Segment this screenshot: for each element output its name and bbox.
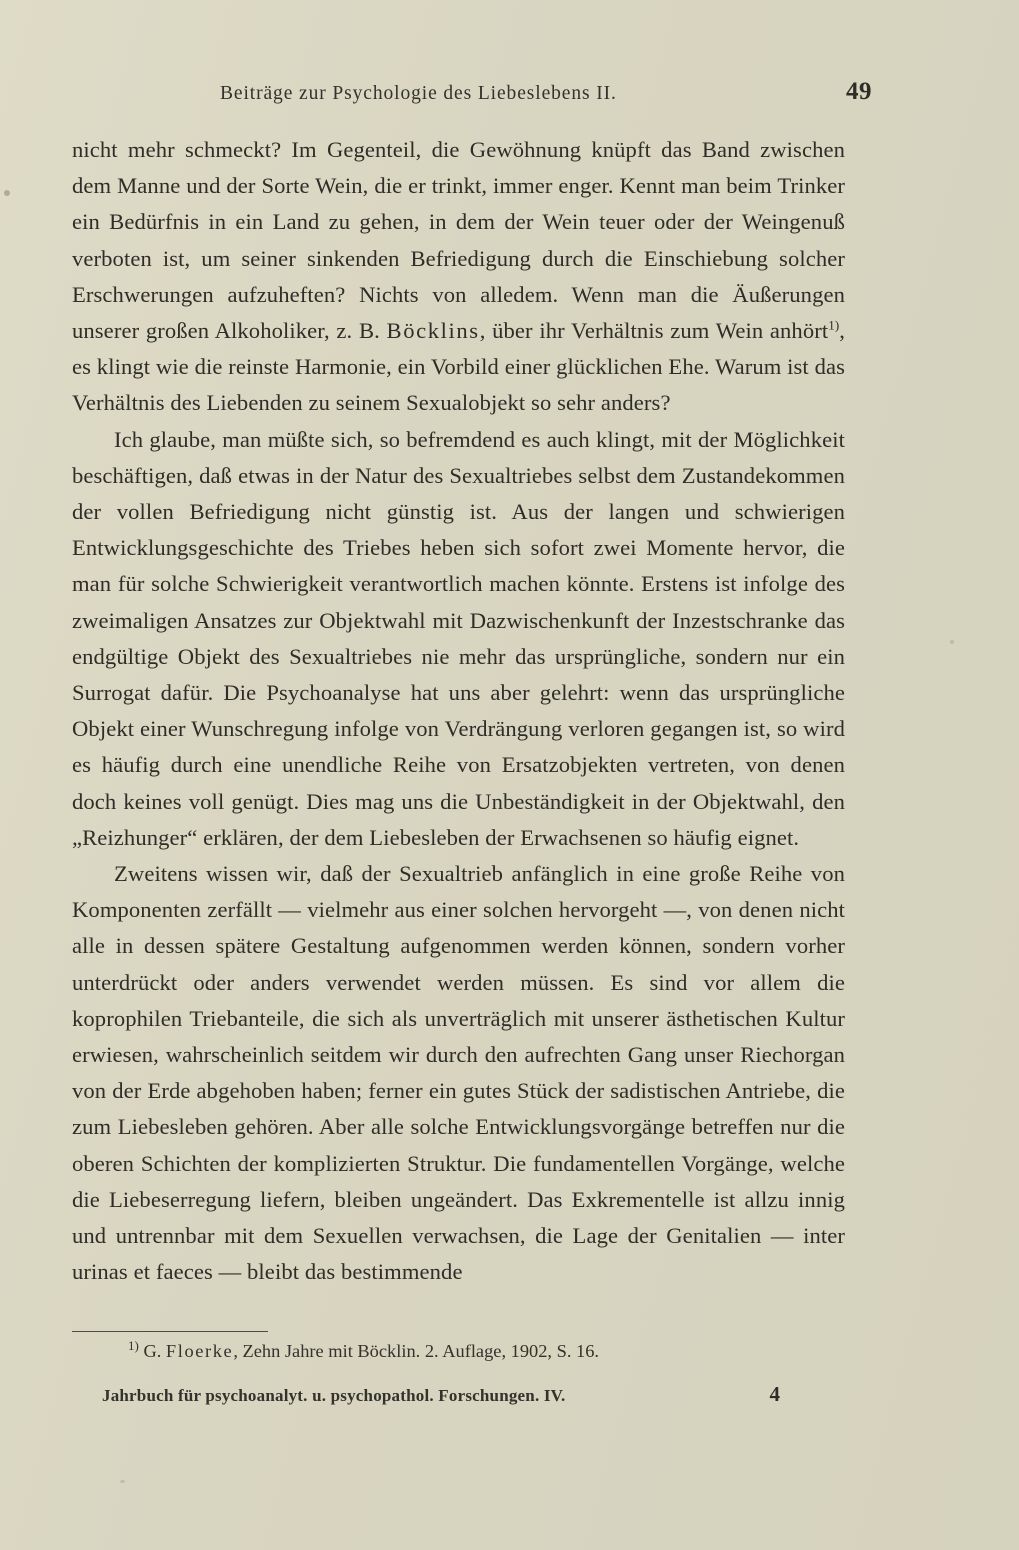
- page-header: [72, 78, 872, 106]
- footnote-text-before: G.: [138, 1341, 166, 1361]
- colophon: [72, 1382, 845, 1407]
- paragraph-1-part-c: , es klingt wie die reinste Harmonie, ein Vorbild einer glücklichen Ehe. Warum ist das Verhältnis des Liebenden zu seinem Sexualobjekt so sehr anders?: [72, 318, 845, 416]
- sheet-number: 4: [769, 1382, 780, 1406]
- paragraph-1-part-a: nicht mehr schmeckt? Im Gegenteil, die Gewöhnung knüpft das Band zwischen dem Manne und der Sorte Wein, die er trinkt, immer enger. Kennt man beim Trinker ein Bedürfnis in ein Land zu gehen, in dem der Wein teuer oder der Weingenuß verboten ist, um seiner sinkenden Befriedigung durch die Einschiebung solcher Erschwerungen aufzuheften? Nichts von alledem. Wenn man die Äußerungen unserer großen Alkoholiker, z. B.: [72, 137, 845, 344]
- journal-signature: Jahrbuch für psychoanalyt. u. psychopathol. Forschungen. IV.: [102, 1386, 566, 1405]
- paragraph-1: [72, 132, 845, 422]
- page-number: 49: [846, 78, 872, 105]
- paragraph-3: Zweitens wissen wir, daß der Sexualtrieb anfänglich in eine große Reihe von Komponenten zerfällt — vielmehr aus einer solchen hervorgeht —, von denen nicht alle in dessen spätere Gestaltung aufgenommen werden können, sondern vorher unterdrückt oder anders verwendet werden müssen. Es sind vor allem die koprophilen Triebanteile, die sich als unverträglich mit unserer ästhetischen Kultur erwiesen, wahrscheinlich seitdem wir durch den aufrechten Gang unser Riechorgan von der Erde abgehoben haben; ferner ein gutes Stück der sadistischen Antriebe, die zum Liebesleben gehören. Aber alle solche Entwicklungsvorgänge betreffen nur die oberen Schichten der komplizierten Struktur. Die fundamentellen Vorgänge, welche die Liebeserregung liefern, bleiben ungeändert. Das Exkrementelle ist allzu innig und untrennbar mit dem Sexuellen verwachsen, die Lage der Genitalien — inter urinas et faeces — bleibt das bestimmende: [72, 861, 845, 1285]
- footnote: [72, 1338, 845, 1364]
- running-title: Beiträge zur Psychologie des Liebeslebens II.: [220, 83, 617, 104]
- footnote-reference: 1): [828, 317, 840, 333]
- paragraph-1-part-b: , über ihr Verhältnis zum Wein anhört: [479, 318, 829, 344]
- footnote-author: Floerke: [165, 1341, 234, 1361]
- paper-speck: [950, 640, 954, 644]
- small-caps-name: Böcklins: [386, 318, 480, 344]
- body-text: [72, 132, 845, 1291]
- footnote-marker: 1): [128, 1337, 139, 1353]
- paragraph-2: Ich glaube, man müßte sich, so befremdend es auch klingt, mit der Möglichkeit beschäftigen, daß etwas in der Natur des Sexualtriebes selbst dem Zustandekommen der vollen Befriedigung nicht günstig ist. Aus der langen und schwierigen Entwicklungsgeschichte des Triebes heben sich sofort zwei Momente hervor, die man für solche Schwierigkeit verantwortlich machen könnte. Erstens ist infolge des zweimaligen Ansatzes zur Objektwahl mit Dazwischenkunft der Inzestschranke das endgültige Objekt des Sexualtriebes nie mehr das ursprüngliche, sondern nur ein Surrogat dafür. Die Psychoanalyse hat uns aber gelehrt: wenn das ursprüngliche Objekt einer Wunschregung infolge von Verdrängung verloren gegangen ist, so wird es häufig durch eine unendliche Reihe von Ersatzobjekten vertreten, von denen doch keines voll genügt. Dies mag uns die Unbeständigkeit in der Objektwahl, den „Reizhunger“ erklären, der dem Liebesleben der Erwachsenen so häufig eignet.: [72, 426, 845, 850]
- footnote-divider: [72, 1331, 268, 1332]
- paper-speck: [120, 1480, 125, 1483]
- footnote-text-after: , Zehn Jahre mit Böcklin. 2. Auflage, 1902, S. 16.: [233, 1341, 600, 1361]
- paper-speck: [4, 190, 10, 196]
